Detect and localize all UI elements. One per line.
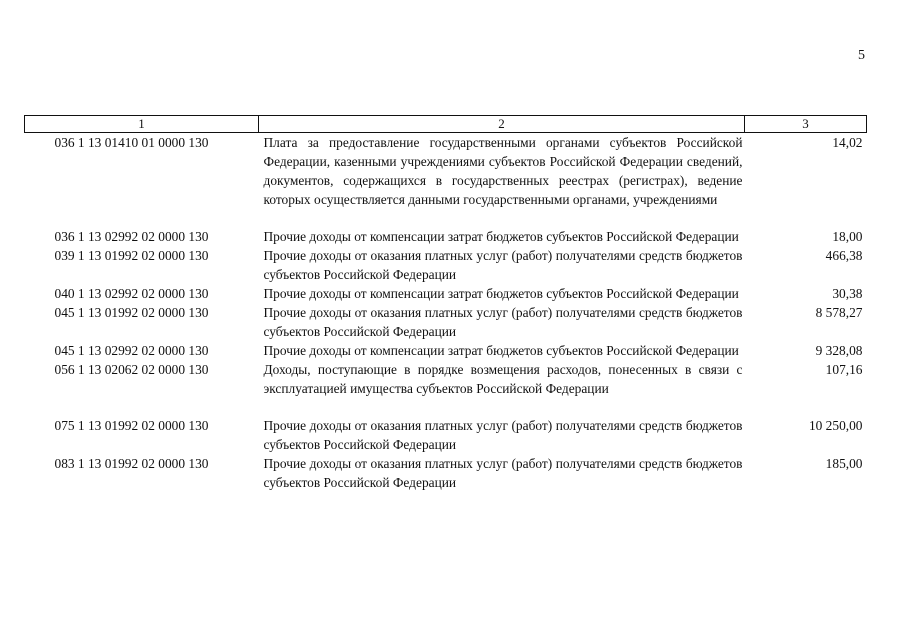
- column-header-code: 1: [25, 116, 259, 133]
- row-amount: 10 250,00: [808, 418, 863, 433]
- table-row: [25, 284, 867, 303]
- column-header-description: 2: [259, 116, 745, 133]
- row-description: Доходы, поступающие в порядке возмещения расходов, понесенных в связи с эксплуатацией имущества субъектов Российской Федерации: [263, 362, 743, 396]
- row-code: 040 1 13 02992 02 0000 130: [54, 286, 209, 301]
- row-amount: 9 328,08: [815, 343, 863, 358]
- row-amount: 30,38: [832, 286, 863, 301]
- row-amount: 466,38: [825, 248, 863, 263]
- row-description: Прочие доходы от оказания платных услуг (работ) получателями средств бюджетов субъектов Российской Федерации: [263, 305, 743, 339]
- row-description: Прочие доходы от оказания платных услуг (работ) получателями средств бюджетов субъектов Российской Федерации: [263, 248, 743, 282]
- row-code: 045 1 13 01992 02 0000 130: [54, 305, 209, 320]
- row-code: 045 1 13 02992 02 0000 130: [54, 343, 209, 358]
- page-number: 5: [858, 48, 865, 63]
- row-amount: 107,16: [825, 362, 863, 377]
- row-code: 075 1 13 01992 02 0000 130: [54, 418, 209, 433]
- row-code: 036 1 13 01410 01 0000 130: [54, 135, 209, 150]
- table-row: [25, 246, 867, 284]
- table-row: [25, 360, 867, 416]
- row-amount: 18,00: [832, 229, 863, 244]
- table-row: [25, 454, 867, 492]
- row-description: Прочие доходы от компенсации затрат бюджетов субъектов Российской Федерации: [263, 343, 739, 358]
- row-code: 039 1 13 01992 02 0000 130: [54, 248, 209, 263]
- table-row: [25, 303, 867, 341]
- row-amount: 14,02: [832, 135, 863, 150]
- row-description: Плата за предоставление государственными органами субъектов Российской Федерации, казенными учреждениями субъектов Российской Федерации сведений, документов, содержащихся в государственных реестрах (регистрах), ведение которых осуществляется данными государственными органами, учреждениями: [263, 135, 743, 207]
- row-description: Прочие доходы от компенсации затрат бюджетов субъектов Российской Федерации: [263, 229, 739, 244]
- budget-revenue-table: [24, 115, 867, 492]
- row-amount: 8 578,27: [815, 305, 863, 320]
- column-header-amount: 3: [745, 116, 867, 133]
- table-row: [25, 341, 867, 360]
- row-description: Прочие доходы от оказания платных услуг (работ) получателями средств бюджетов субъектов Российской Федерации: [263, 456, 743, 490]
- table-row: [25, 227, 867, 246]
- row-description: Прочие доходы от оказания платных услуг (работ) получателями средств бюджетов субъектов Российской Федерации: [263, 418, 743, 452]
- row-code: 056 1 13 02062 02 0000 130: [54, 362, 209, 377]
- row-amount: 185,00: [825, 456, 863, 471]
- table-header-row: [25, 116, 867, 133]
- row-code: 036 1 13 02992 02 0000 130: [54, 229, 209, 244]
- row-code: 083 1 13 01992 02 0000 130: [54, 456, 209, 471]
- table-row: [25, 133, 867, 228]
- table-row: [25, 416, 867, 454]
- row-description: Прочие доходы от компенсации затрат бюджетов субъектов Российской Федерации: [263, 286, 739, 301]
